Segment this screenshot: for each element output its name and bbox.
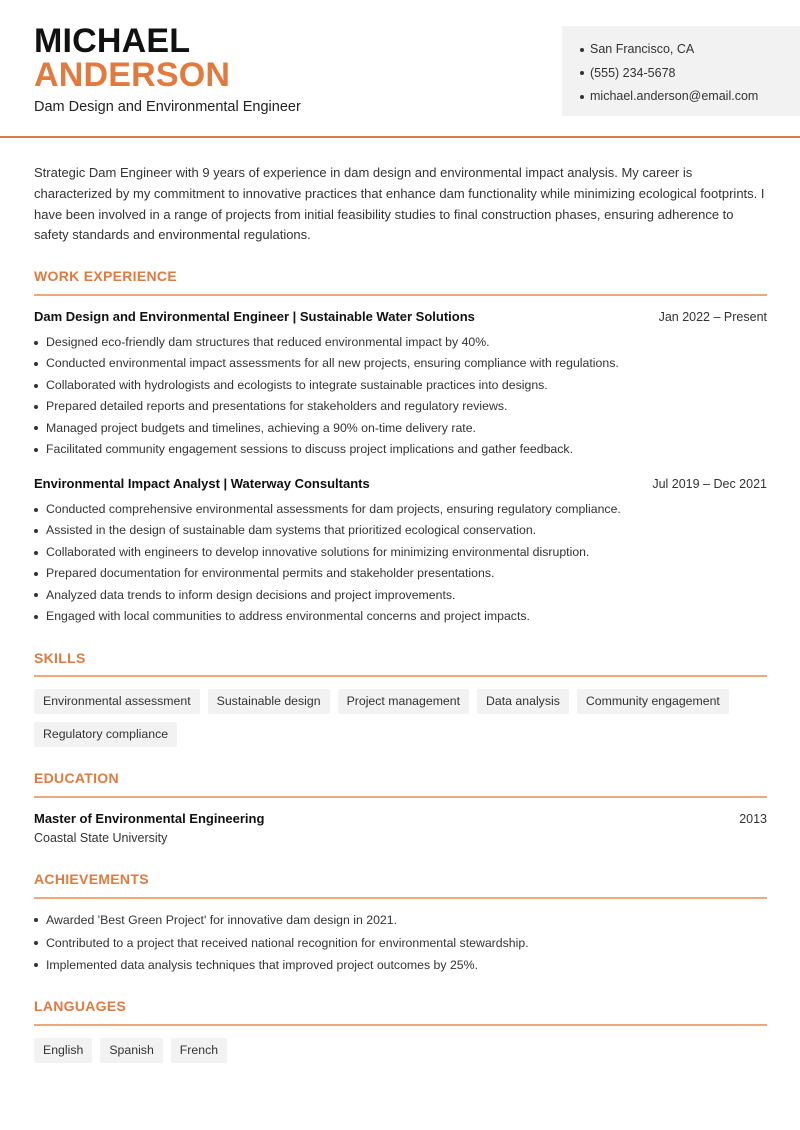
skill-tag: Sustainable design xyxy=(208,689,330,714)
list-item-text: Prepared detailed reports and presentations for stakeholders and regulatory reviews. xyxy=(46,399,508,414)
language-tag: French xyxy=(171,1038,227,1063)
contact-email-text: michael.anderson@email.com xyxy=(590,89,759,103)
list-item xyxy=(34,332,767,353)
job-entry-2-bullets xyxy=(34,499,767,627)
bullet-icon xyxy=(580,48,584,52)
list-item-text: Engaged with local communities to address environmental concerns and project impacts. xyxy=(46,609,530,624)
contact-box xyxy=(562,26,800,116)
list-item-text: Awarded 'Best Green Project' for innovative dam design in 2021. xyxy=(46,913,398,927)
list-item-text: Conducted environmental impact assessments for all new projects, ensuring compliance with regulations. xyxy=(46,356,619,371)
job-entry-1-header xyxy=(34,309,767,324)
list-item xyxy=(34,375,767,396)
job-date: Jan 2022 – Present xyxy=(658,310,767,324)
contact-location xyxy=(580,38,800,62)
bullet-icon xyxy=(34,448,38,452)
section-title-education: EDUCATION xyxy=(34,770,119,786)
bullet-icon xyxy=(34,405,38,409)
contact-email xyxy=(580,85,800,109)
list-item-text: Collaborated with engineers to develop innovative solutions for minimizing environmental disruption. xyxy=(46,544,590,559)
contact-location-text: San Francisco, CA xyxy=(590,42,695,56)
list-item-text: Assisted in the design of sustainable dam systems that prioritized ecological conservation. xyxy=(46,523,537,538)
list-item-text: Managed project budgets and timelines, achieving a 90% on-time delivery rate. xyxy=(46,420,476,435)
job-date: Jul 2019 – Dec 2021 xyxy=(652,477,767,491)
section-divider xyxy=(34,294,767,296)
list-item xyxy=(34,585,767,606)
list-item-text: Facilitated community engagement sessions to discuss project implications and gather feedback. xyxy=(46,442,573,457)
professional-summary: Strategic Dam Engineer with 9 years of experience in dam design and environmental impact analysis. My career is characterized by my commitment to innovative practices that enhance dam functionality while minimizing ecological footprints. I have been involved in a range of projects from initial feasibility studies to final construction phases, ensuring adherence to safety standards and environmental regulations. xyxy=(34,165,765,243)
list-item xyxy=(34,396,767,417)
list-item xyxy=(34,353,767,374)
bullet-icon xyxy=(34,593,38,597)
section-title-achievements: ACHIEVEMENTS xyxy=(34,871,149,887)
job-role: Environmental Impact Analyst | Waterway Consultants xyxy=(34,476,370,491)
bullet-icon xyxy=(34,529,38,533)
bullet-icon xyxy=(34,941,38,945)
list-item xyxy=(34,499,767,520)
list-item xyxy=(34,932,767,955)
bullet-icon xyxy=(34,572,38,576)
bullet-icon xyxy=(580,95,584,99)
bullet-icon xyxy=(34,341,38,345)
section-divider xyxy=(34,796,767,798)
section-title-work: WORK EXPERIENCE xyxy=(34,268,177,284)
last-name: ANDERSON xyxy=(34,56,231,94)
bullet-icon xyxy=(580,71,584,75)
list-item-text: Collaborated with hydrologists and ecologists to integrate sustainable practices into designs. xyxy=(46,377,548,392)
job-title: Dam Design and Environmental Engineer xyxy=(34,99,301,115)
contact-phone-text: (555) 234-5678 xyxy=(590,65,676,80)
job-entry-1-bullets xyxy=(34,332,767,460)
list-item-text: Implemented data analysis techniques that improved project outcomes by 25%. xyxy=(46,958,478,972)
list-item-text: Designed eco-friendly dam structures that reduced environmental impact by 40%. xyxy=(46,335,490,349)
list-item xyxy=(34,909,767,932)
job-role: Dam Design and Environmental Engineer | Sustainable Water Solutions xyxy=(34,309,475,324)
bullet-icon xyxy=(34,551,38,555)
skill-tag: Environmental assessment xyxy=(34,689,200,714)
skills-tags xyxy=(34,689,767,747)
section-title-skills: SKILLS xyxy=(34,650,86,666)
list-item xyxy=(34,418,767,439)
section-divider xyxy=(34,897,767,899)
contact-phone xyxy=(580,62,800,86)
education-school: Coastal State University xyxy=(34,831,168,845)
list-item xyxy=(34,606,767,627)
skill-tag: Community engagement xyxy=(577,689,729,714)
skill-tag: Data analysis xyxy=(477,689,569,714)
bullet-icon xyxy=(34,362,38,366)
list-item-text: Conducted comprehensive environmental assessments for dam projects, ensuring regulatory compliance. xyxy=(46,502,621,516)
bullet-icon xyxy=(34,426,38,430)
list-item xyxy=(34,954,767,977)
list-item-text: Prepared documentation for environmental permits and stakeholder presentations. xyxy=(46,566,495,581)
resume-header xyxy=(0,0,800,138)
skill-tag: Regulatory compliance xyxy=(34,722,177,747)
language-tags xyxy=(34,1038,767,1063)
section-title-languages: LANGUAGES xyxy=(34,998,127,1014)
list-item xyxy=(34,439,767,460)
language-tag: Spanish xyxy=(100,1038,162,1063)
achievements-list xyxy=(34,909,767,977)
education-degree: Master of Environmental Engineering xyxy=(34,811,265,826)
section-divider xyxy=(34,1024,767,1026)
language-tag: English xyxy=(34,1038,92,1063)
bullet-icon xyxy=(34,918,38,922)
education-year: 2013 xyxy=(739,812,767,826)
bullet-icon xyxy=(34,615,38,619)
list-item xyxy=(34,542,767,563)
first-name: MICHAEL xyxy=(34,22,191,60)
skill-tag: Project management xyxy=(338,689,469,714)
education-entry-header xyxy=(34,811,767,826)
bullet-icon xyxy=(34,963,38,967)
list-item-text: Analyzed data trends to inform design decisions and project improvements. xyxy=(46,587,456,602)
bullet-icon xyxy=(34,384,38,388)
list-item xyxy=(34,520,767,541)
bullet-icon xyxy=(34,508,38,512)
job-entry-2-header xyxy=(34,476,767,491)
list-item-text: Contributed to a project that received national recognition for environmental stewardship. xyxy=(46,935,529,950)
list-item xyxy=(34,563,767,584)
section-divider xyxy=(34,675,767,677)
